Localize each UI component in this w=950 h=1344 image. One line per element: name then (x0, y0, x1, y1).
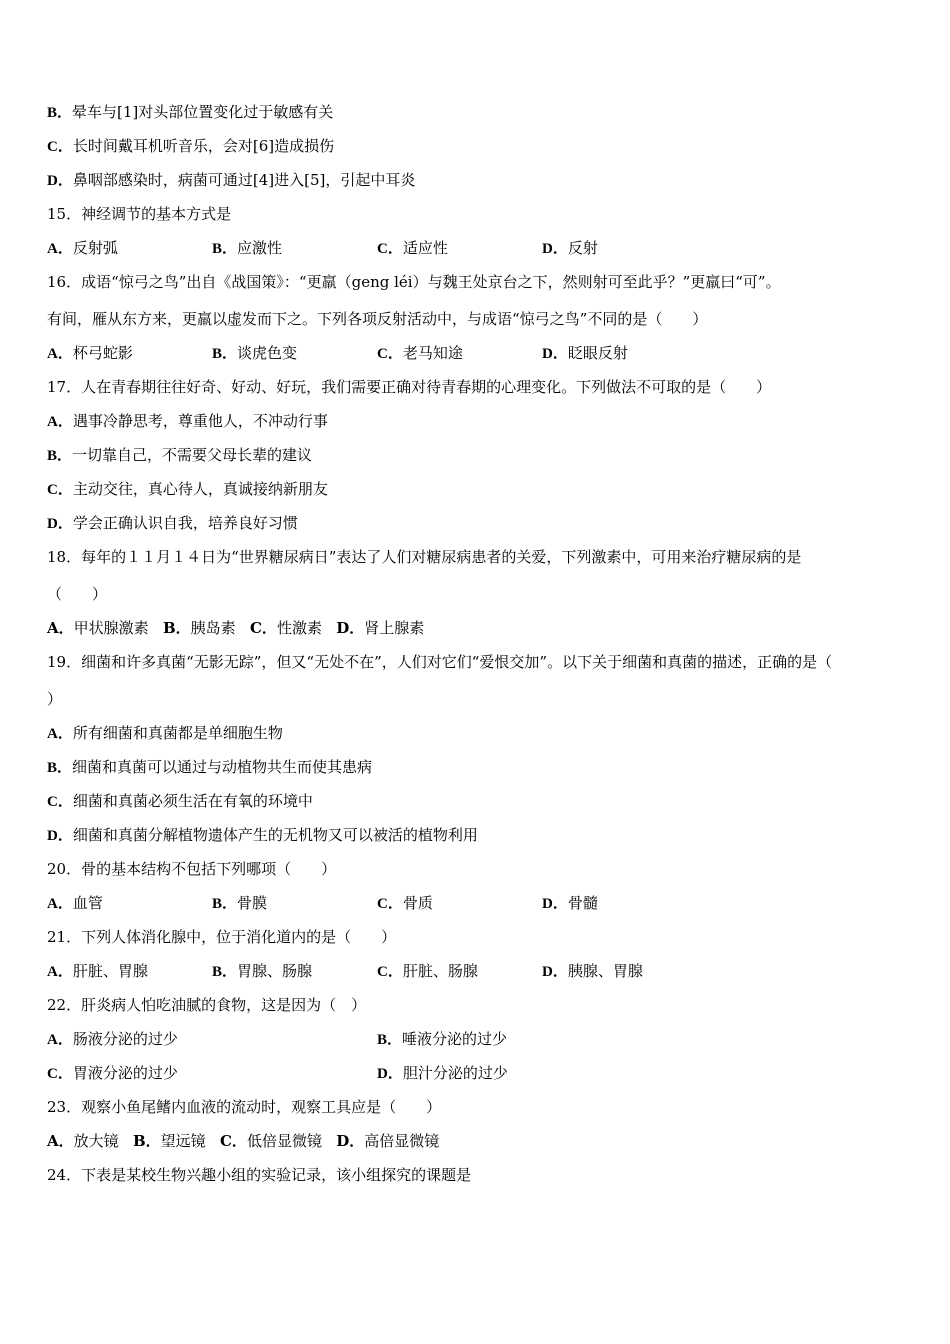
q20-option-c: C．骨质 (377, 894, 433, 912)
q19-option-d: D．细菌和真菌分解植物遗体产生的无机物又可以被活的植物利用 (47, 826, 478, 844)
question-23-stem: 23．观察小鱼尾鳍内血液的流动时，观察工具应是（ ） (47, 1098, 442, 1116)
q21-option-d: D．胰腺、胃腺 (542, 962, 643, 980)
question-22-stem: 22．肝炎病人怕吃油腻的食物，这是因为（ ） (47, 996, 367, 1014)
option-c-line: C．长时间戴耳机听音乐，会对[6]造成损伤 (47, 137, 335, 155)
q23-option-a: A．放大镜 (47, 1132, 119, 1150)
q17-option-a: A．遇事冷静思考，尊重他人，不冲动行事 (47, 412, 328, 430)
q18-option-a: A．甲状腺激素 (47, 619, 149, 637)
q17-option-d: D．学会正确认识自我，培养良好习惯 (47, 514, 298, 532)
q16-option-d: D．眨眼反射 (542, 344, 628, 362)
question-24-stem: 24．下表是某校生物兴趣小组的实验记录，该小组探究的课题是 (47, 1166, 472, 1184)
q22-option-d: D．胆汁分泌的过少 (377, 1064, 508, 1082)
question-16-stem-line2: 有间，雁从东方来，更羸以虚发而下之。下列各项反射活动中，与成语“惊弓之鸟”不同的是（ ） (47, 310, 708, 328)
q21-option-b: B．胃腺、肠腺 (212, 962, 313, 980)
question-16-stem-line1: 16．成语“惊弓之鸟”出自《战国策》：“更羸（geng léi）与魏王处京台之下，然则射可至此乎？”更羸曰“可”。 (47, 273, 781, 291)
q20-option-a: A．血管 (47, 894, 103, 912)
q20-option-d: D．骨髓 (542, 894, 598, 912)
q17-option-c: C．主动交往，真心待人，真诚接纳新朋友 (47, 480, 328, 498)
q18-option-d: D．肾上腺素 (336, 619, 425, 637)
q16-option-b: B．谈虎色变 (212, 344, 298, 362)
question-17-stem: 17．人在青春期往往好奇、好动、好玩，我们需要正确对待青春期的心理变化。下列做法不可取的是（ ） (47, 378, 772, 396)
q15-option-a: A．反射弧 (47, 239, 118, 257)
q17-option-b: B．一切靠自己，不需要父母长辈的建议 (47, 446, 313, 464)
q23-option-d: D．高倍显微镜 (336, 1132, 440, 1150)
question-18-stem-line1: 18．每年的１１月１４日为“世界糖尿病日”表达了人们对糖尿病患者的关爱，下列激素中，可用来治疗糖尿病的是 (47, 548, 802, 566)
q22-option-c: C．胃液分泌的过少 (47, 1064, 178, 1082)
option-d-line: D．鼻咽部感染时，病菌可通过[4]进入[5]，引起中耳炎 (47, 171, 416, 189)
q18-options-row (47, 618, 424, 638)
option-b-line: B．晕车与[1]对头部位置变化过于敏感有关 (47, 103, 334, 121)
q20-option-b: B．骨膜 (212, 894, 268, 912)
q23-option-b: B．望远镜 (132, 1132, 206, 1150)
q23-options-row (47, 1131, 439, 1151)
q21-option-a: A．肝脏、胃腺 (47, 962, 148, 980)
q15-option-b: B．应激性 (212, 239, 283, 257)
q19-option-b: B．细菌和真菌可以通过与动植物共生而使其患病 (47, 758, 373, 776)
q18-option-b: B．胰岛素 (162, 619, 236, 637)
q18-option-c: C．性激素 (249, 619, 322, 637)
question-19-stem-line2: ） (47, 690, 63, 708)
q19-option-c: C．细菌和真菌必须生活在有氧的环境中 (47, 792, 313, 810)
q19-option-a: A．所有细菌和真菌都是单细胞生物 (47, 724, 283, 742)
question-18-stem-line2: （ ） (47, 585, 108, 603)
q22-option-a: A．肠液分泌的过少 (47, 1030, 178, 1048)
q16-option-a: A．杯弓蛇影 (47, 344, 133, 362)
q15-option-c: C．适应性 (377, 239, 448, 257)
question-19-stem-line1: 19．细菌和许多真菌“无影无踪”，但又“无处不在”，人们对它们“爱恨交加”。以下关于细菌和真菌的描述，正确的是（ (47, 653, 833, 671)
q23-option-c: C．低倍显微镜 (219, 1132, 322, 1150)
q22-option-b: B．唾液分泌的过少 (377, 1030, 508, 1048)
q21-option-c: C．肝脏、肠腺 (377, 962, 478, 980)
q16-option-c: C．老马知途 (377, 344, 463, 362)
q15-option-d: D．反射 (542, 239, 598, 257)
question-20-stem: 20．骨的基本结构不包括下列哪项（ ） (47, 860, 337, 878)
question-15-stem: 15．神经调节的基本方式是 (47, 205, 232, 223)
question-21-stem: 21．下列人体消化腺中，位于消化道内的是（ ） (47, 928, 397, 946)
